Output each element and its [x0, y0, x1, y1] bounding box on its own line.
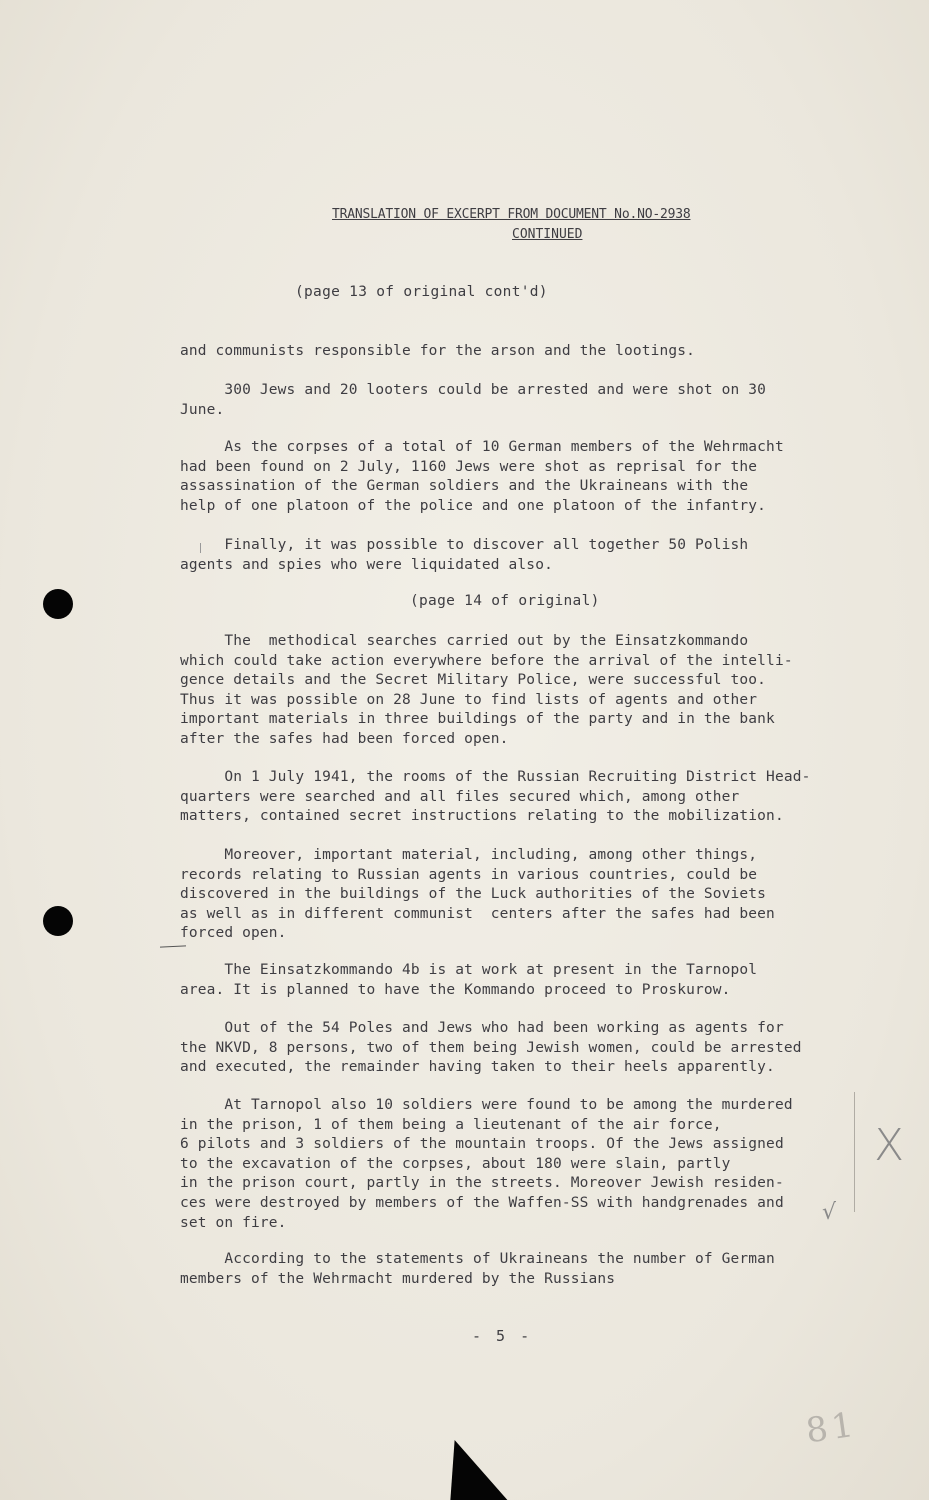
paragraph-7: Moreover, important material, including, among other things, records relating to Russian agents in various countries, could be discovered in the buildings of the Luck authorities of the Soviets as well as in different communist centers after the safes had been forced open.: [180, 847, 775, 942]
page-tag-13: (page 13 of original cont'd): [295, 284, 548, 300]
margin-x-mark: X: [874, 1120, 905, 1171]
paragraph-10: At Tarnopol also 10 soldiers were found to be among the murdered in the prison, 1 of them being a lieutenant of the air force, 6 pilots and 3 soldiers of the mountain troops. Of the Jews assigned to the excavation of the corpses, about 180 were slain, partly in the prison court, partly in the streets. Moreover Jewish residen- ces were destroyed by members of the Waffen-SS with handgrenades and set on fire.: [180, 1097, 793, 1231]
margin-dash: [160, 945, 186, 947]
page-number: - 5 -: [472, 1327, 533, 1345]
pencil-annotation: 81: [803, 1404, 860, 1452]
page-tag-14: (page 14 of original): [410, 593, 600, 609]
paragraph-11: According to the statements of Ukraineans the number of German members of the Wehrmacht murdered by the Russians: [180, 1251, 775, 1287]
punch-hole-lower: [43, 906, 73, 936]
document-header: [332, 205, 792, 245]
paragraph-3: As the corpses of a total of 10 German members of the Wehrmacht had been found on 2 July, 1160 Jews were shot as reprisal for the assassination of the German soldiers and the Ukraineans with the help of one platoon of the police and one platoon of the infantry.: [180, 439, 784, 514]
paragraph-4: Finally, it was possible to discover all together 50 Polish agents and spies who were liquidated also.: [180, 537, 749, 573]
paragraph-6: On 1 July 1941, the rooms of the Russian Recruiting District Head- quarters were searched and all files secured which, among other matters, contained secret instructions relating to the mobilization.: [180, 769, 811, 825]
paragraph-2: 300 Jews and 20 looters could be arrested and were shot on 30 June.: [180, 382, 767, 418]
corner-shadow: [438, 1440, 508, 1500]
header-title: TRANSLATION OF EXCERPT FROM DOCUMENT No.NO-2938: [332, 207, 691, 222]
margin-check-mark: √: [822, 1200, 837, 1225]
punch-hole-upper: [43, 589, 73, 619]
paragraph-9: Out of the 54 Poles and Jews who had been working as agents for the NKVD, 8 persons, two of them being Jewish women, could be arrested and executed, the remainder having taken to their heels apparently.: [180, 1020, 802, 1076]
paragraph-5: The methodical searches carried out by the Einsatzkommando which could take action everywhere before the arrival of the intelli- gence details and the Secret Military Police, were successful too. Thus it was possible on 28 June to find lists of agents and other important materials in three buildings of the party and in the bank after the safes had been forced open.: [180, 633, 793, 747]
margin-bracket: [846, 1092, 855, 1212]
paragraph-8: The Einsatzkommando 4b is at work at present in the Tarnopol area. It is planned to have the Kommando proceed to Proskurow.: [180, 962, 758, 998]
paragraph-1: and communists responsible for the arson and the lootings.: [180, 343, 696, 359]
header-continued: CONTINUED: [512, 227, 583, 242]
